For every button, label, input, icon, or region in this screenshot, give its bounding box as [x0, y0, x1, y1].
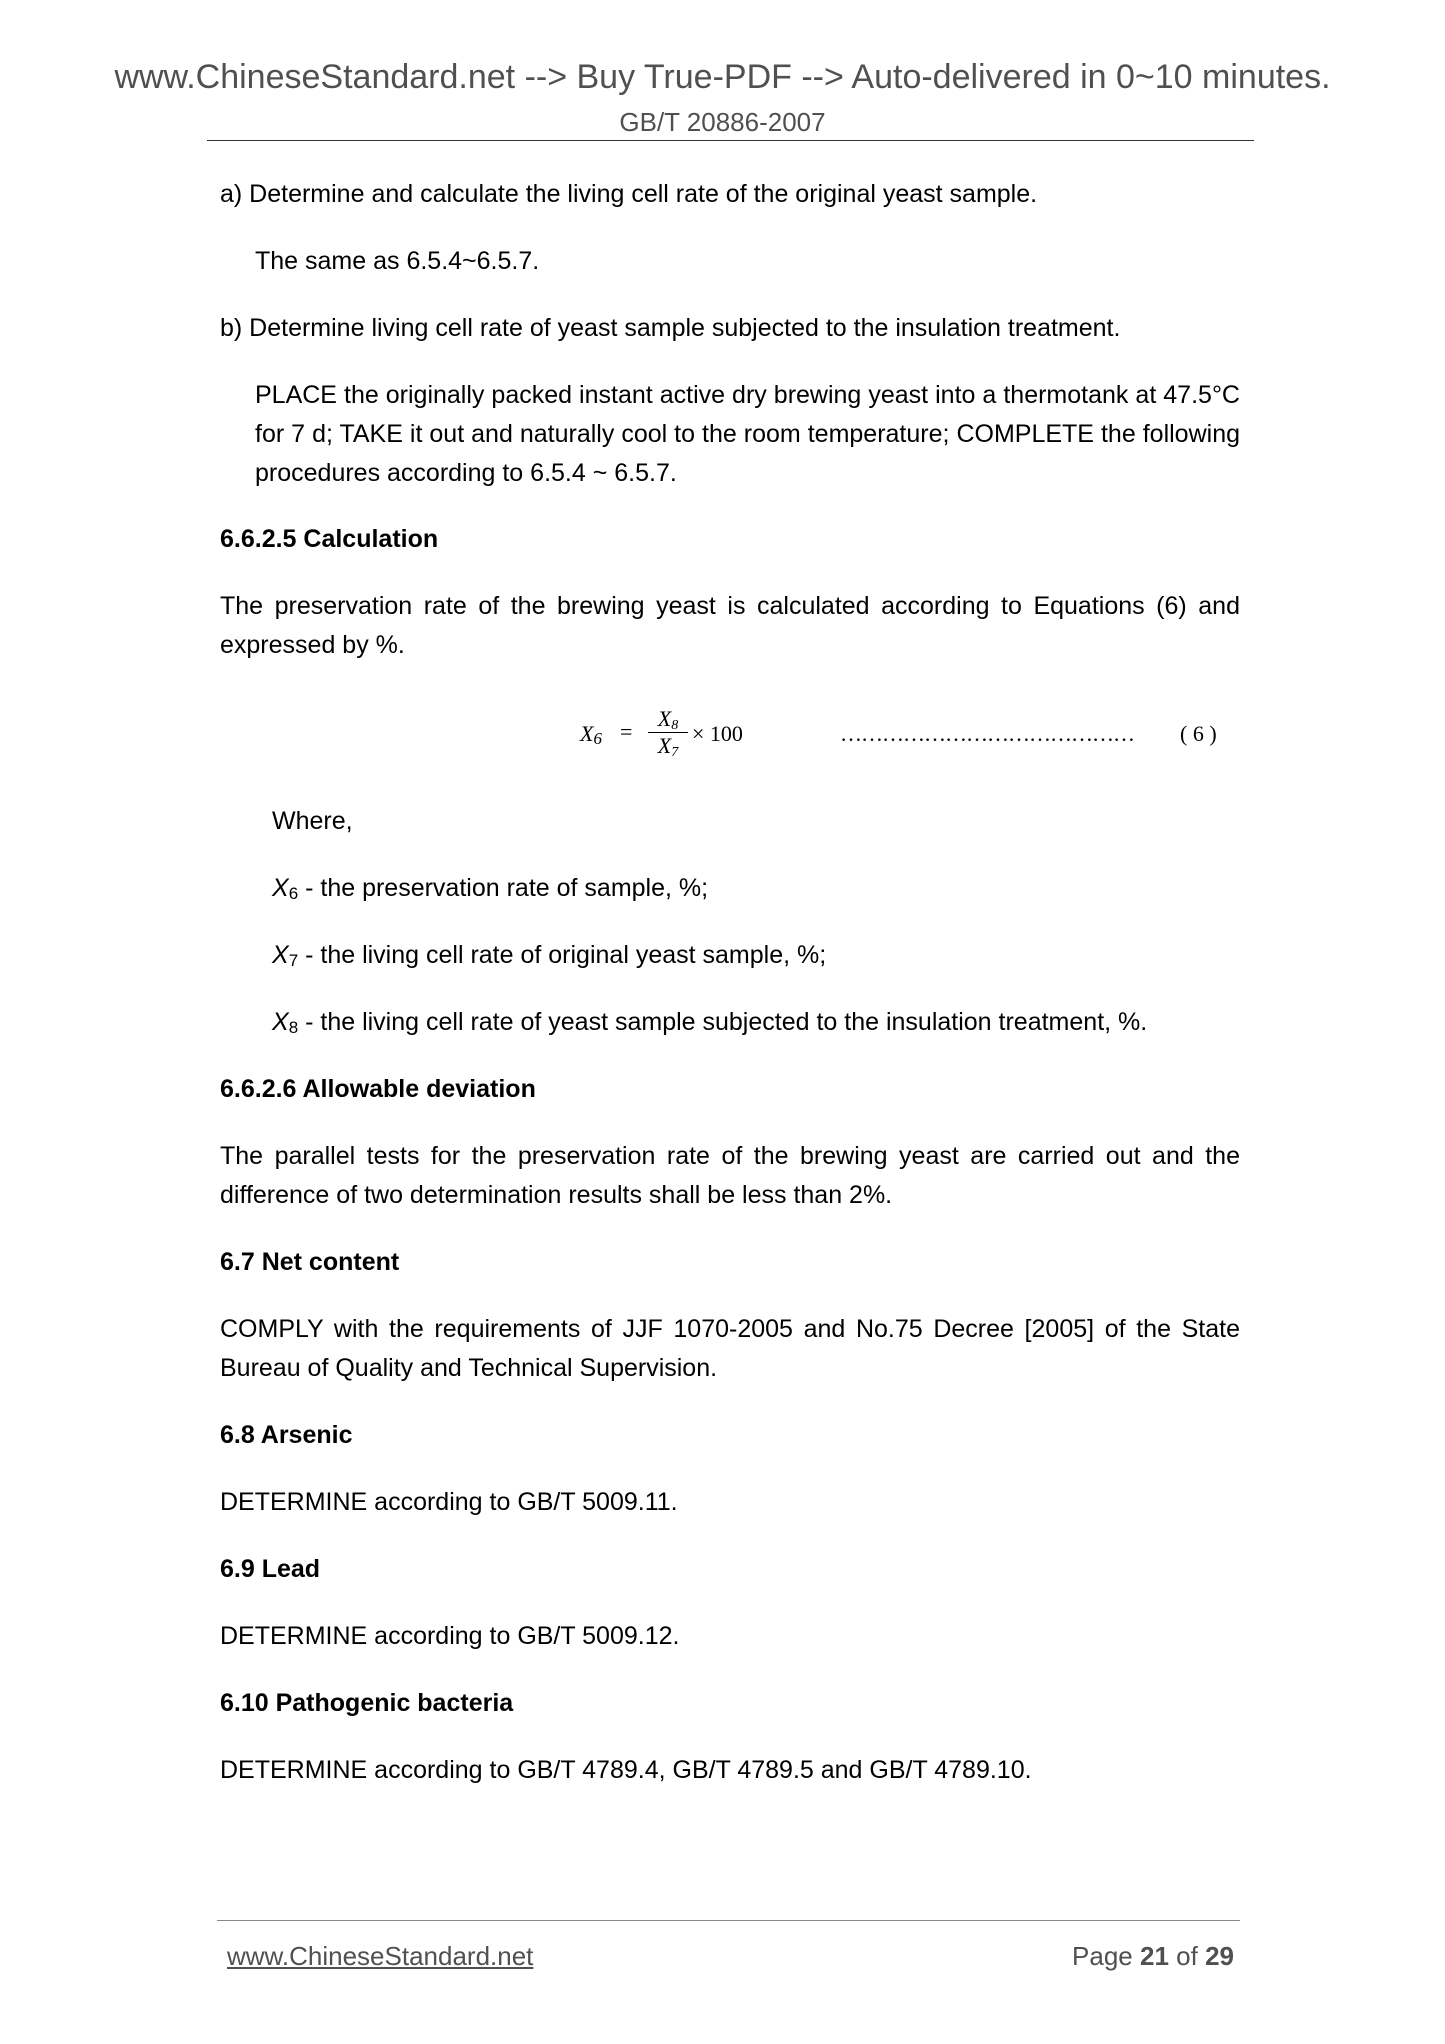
variable-x6: $X_6$ - the preservation rate of sample, %;	[272, 874, 709, 903]
equation-equals: =	[620, 719, 633, 744]
variable-x8: $X_8$ - the living cell rate of yeast sample subjected to the insulation treatment, %.	[272, 1008, 1148, 1037]
heading-pathogenic-bacteria: 6.10 Pathogenic bacteria	[220, 1689, 514, 1717]
equation-fraction: $\frac{X_8}{X_7}$	[648, 706, 688, 759]
item-b-detail: PLACE the originally packed instant active dry brewing yeast into a thermotank at 47.5°C for 7 d; TAKE it out and naturally cool to the room temperature; COMPLETE the following procedures according to 6.5.4 ~ 6.5.7.	[255, 381, 1240, 487]
heading-arsenic: 6.8 Arsenic	[220, 1421, 353, 1449]
deviation-text: The parallel tests for the preservation rate of the brewing yeast are carried out and the difference of two determination results shall be less than 2%.	[220, 1142, 1240, 1209]
page-number: Page 21 of 29	[1072, 1941, 1234, 1971]
lead-text: DETERMINE according to GB/T 5009.12.	[220, 1622, 680, 1650]
heading-lead: 6.9 Lead	[220, 1555, 321, 1583]
item-a: a) Determine and calculate the living cell rate of the original yeast sample.	[220, 180, 1038, 208]
standard-number: GB/T 20886-2007	[619, 107, 826, 137]
item-a-detail: The same as 6.5.4~6.5.7.	[255, 247, 540, 275]
header-divider	[207, 140, 1254, 141]
equation-6	[580, 706, 1240, 766]
calculation-text: The preservation rate of the brewing yeast is calculated according to Equations (6) and expressed by %.	[220, 592, 1240, 659]
equation-times: × 100	[692, 721, 743, 746]
where-label: Where,	[272, 807, 353, 835]
arsenic-text: DETERMINE according to GB/T 5009.11.	[220, 1488, 678, 1516]
footer-divider	[217, 1920, 1240, 1921]
equation-leader: ……………………………………	[840, 721, 1134, 746]
net-content-text: COMPLY with the requirements of JJF 1070-2005 and No.75 Decree [2005] of the State Bureau of Quality and Technical Supervision.	[220, 1315, 1240, 1382]
footer-link[interactable]: www.ChineseStandard.net	[227, 1941, 534, 1971]
pathogenic-text: DETERMINE according to GB/T 4789.4, GB/T 4789.5 and GB/T 4789.10.	[220, 1756, 1032, 1784]
variable-x7: $X_7$ - the living cell rate of original yeast sample, %;	[272, 941, 827, 970]
header-banner: www.ChineseStandard.net --> Buy True-PDF --> Auto-delivered in 0~10 minutes.	[114, 58, 1331, 96]
equation-lhs: $X_6$	[580, 721, 602, 748]
item-b: b) Determine living cell rate of yeast sample subjected to the insulation treatment.	[220, 314, 1121, 342]
heading-calculation: 6.6.2.5 Calculation	[220, 525, 439, 553]
heading-net-content: 6.7 Net content	[220, 1248, 400, 1276]
equation-label: ( 6 )	[1180, 721, 1217, 746]
heading-allowable-deviation: 6.6.2.6 Allowable deviation	[220, 1075, 536, 1103]
